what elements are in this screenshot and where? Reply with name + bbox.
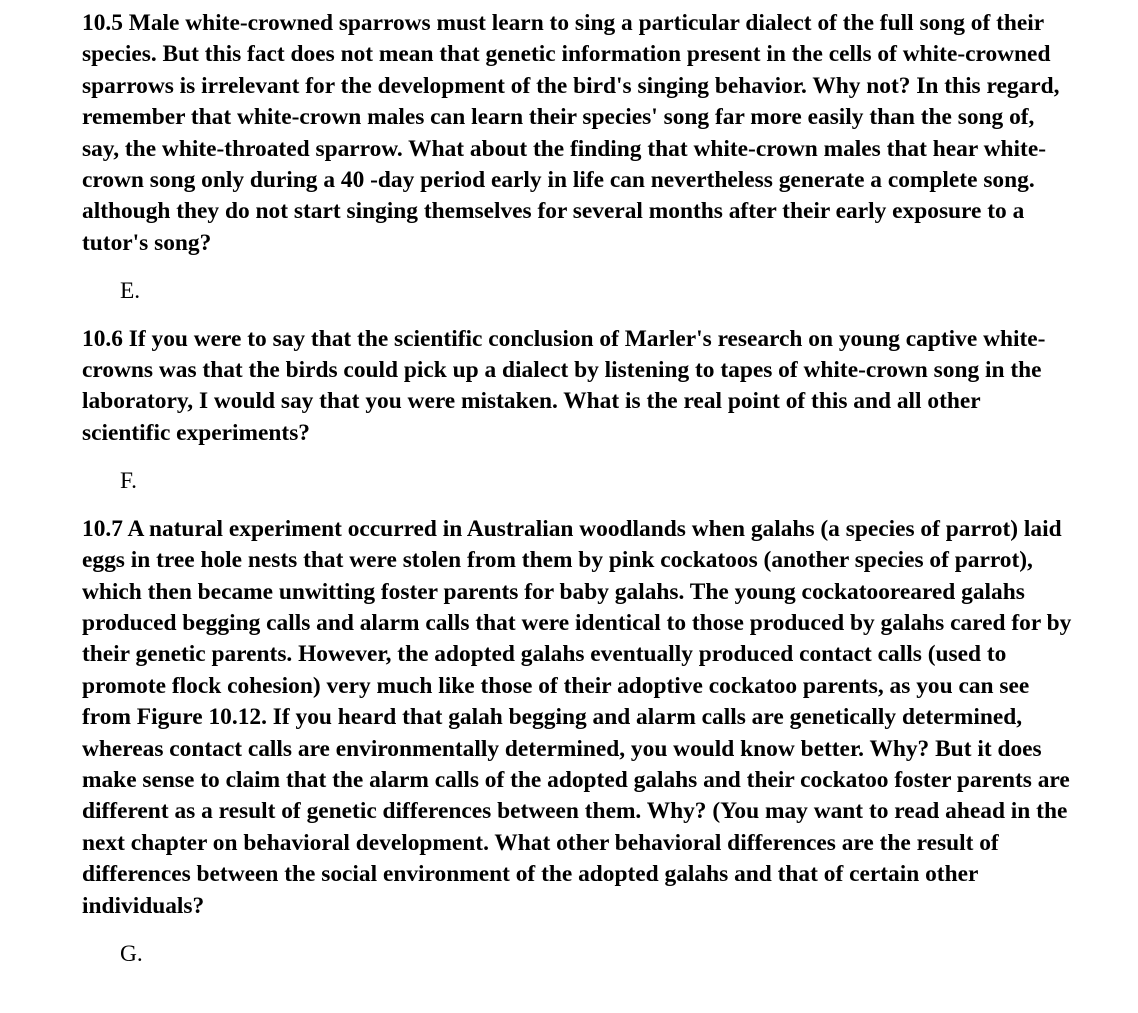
answer-label-f: F. [120,468,137,495]
question-10-7: 10.7 A natural experiment occurred in Australian woodlands when galahs (a species of parrot) laid eggs in tree hole nests that were stolen from them by pink cockatoos (another species of parrot), which then became unwitting foster parents for baby galahs. The young cockatooreared galahs produced begging calls and alarm calls that were identical to those produced by galahs cared for by their genetic parents. However, the adopted galahs eventually produced contact calls (used to promote flock cohesion) very much like those of their adoptive cockatoo parents, as you can see from Figure 10.12. If you heard that galah begging and alarm calls are genetically determined, whereas contact calls are environmentally determined, you would know better. Why? But it does make sense to claim that the alarm calls of the adopted galahs and their cockatoo foster parents are different as a result of genetic differences between them. Why? (You may want to read ahead in the next chapter on behavioral development. What other behavioral differences are the result of differences between the social environment of the adopted galahs and that of certain other individuals? [82,515,1072,919]
answer-label-g: G. [120,940,143,967]
question-10-6: 10.6 If you were to say that the scientific conclusion of Marler's research on young captive white-crowns was that the birds could pick up a dialect by listening to tapes of white-crown song in the laboratory, I would say that you were mistaken. What is the real point of this and all other scientific experiments? [82,325,1046,446]
question-10-5: 10.5 Male white-crowned sparrows must learn to sing a particular dialect of the full song of their species. But this fact does not mean that genetic information present in the cells of white-crowned sparrows is irrelevant for the development of the bird's singing behavior. Why not? In this regard, remember that white-crown males can learn their species' song far more easily than the song of, say, the white-throated sparrow. What about the finding that white-crown males that hear white-crown song only during a 40 -day period early in life can nevertheless generate a complete song. although they do not start singing themselves for several months after their early exposure to a tutor's song? [82,10,1060,256]
answer-label-e: E. [120,278,141,305]
